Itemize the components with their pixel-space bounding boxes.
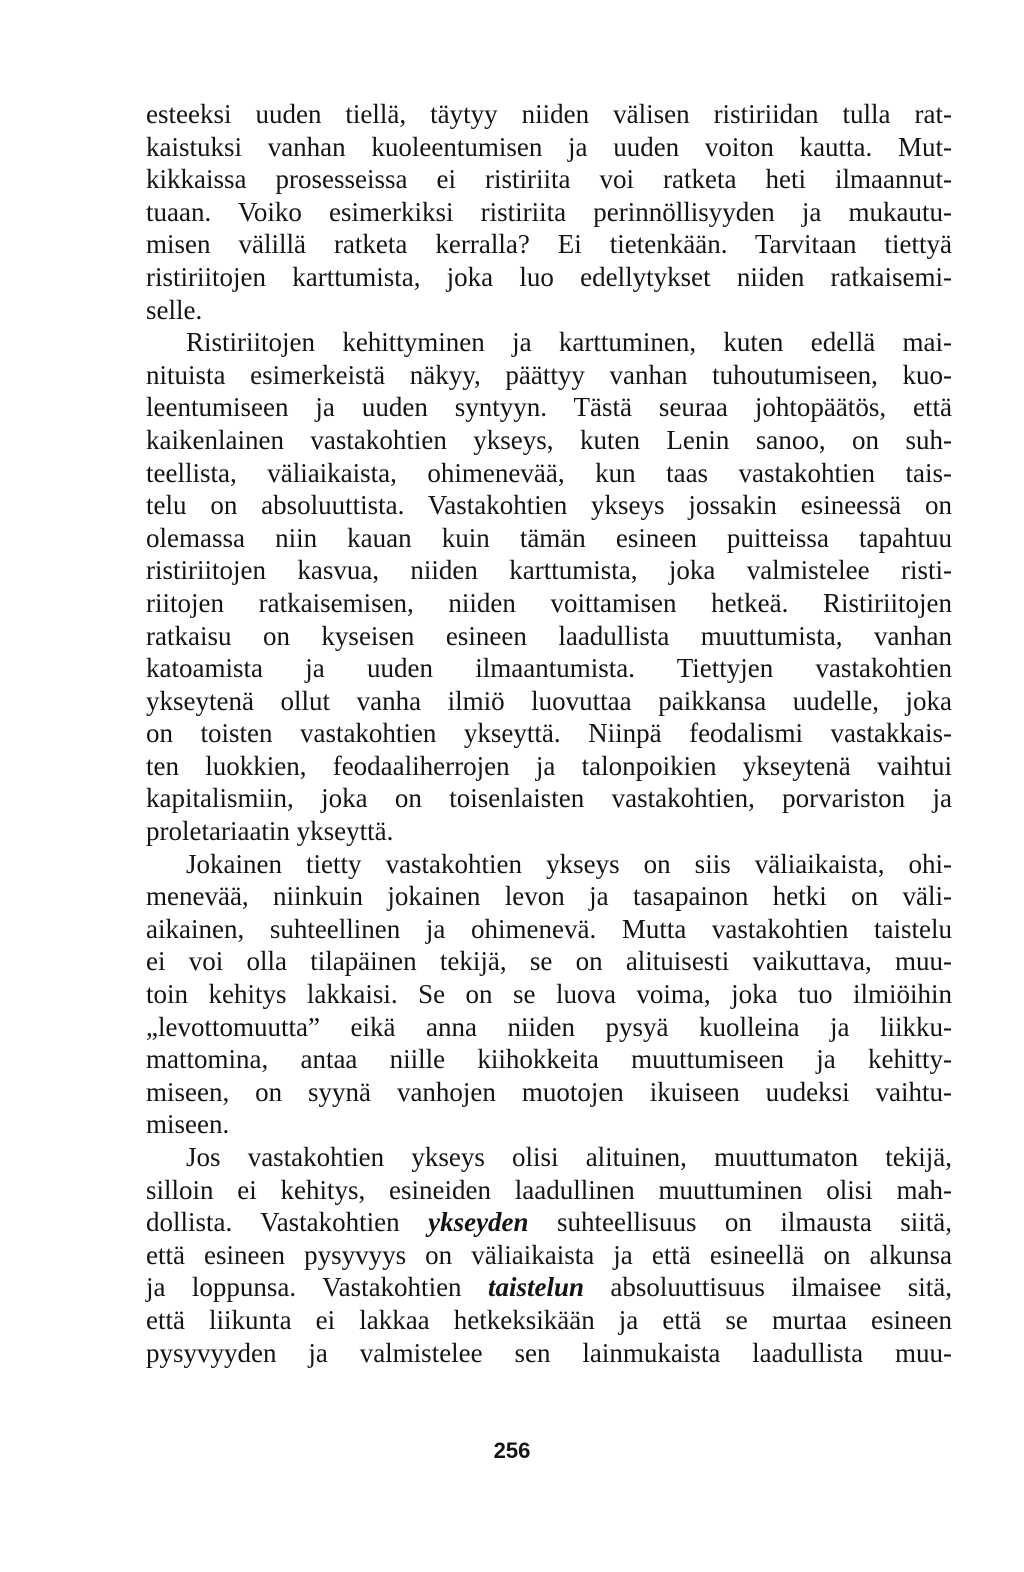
text-line: Ristiriitojen kehittyminen ja karttuminen, kuten edellä mai- bbox=[186, 327, 952, 358]
text-line: nituista esimerkeistä näkyy, päättyy vanhan tuhoutumiseen, kuo- bbox=[146, 359, 952, 390]
text-line: Jos vastakohtien ykseys olisi alituinen, muuttumaton tekijä, bbox=[186, 1142, 952, 1172]
text-line: menevää, niinkuin jokainen levon ja tasapainon hetki on väli- bbox=[146, 881, 952, 912]
paragraph-4 bbox=[146, 1141, 952, 1369]
text-line: kaistuksi vanhan kuoleentumisen ja uuden voiton kautta. Mut- bbox=[146, 131, 952, 162]
text-line: telu on absoluuttista. Vastakohtien ykseys jossakin esineessä on bbox=[146, 490, 952, 521]
text-line: „levottomuutta” eikä anna niiden pysyä kuolleina ja liikku- bbox=[146, 1011, 952, 1042]
text-line: ykseytenä ollut vanha ilmiö luovuttaa paikkansa uudelle, joka bbox=[146, 685, 952, 716]
text-line: miseen. bbox=[146, 1109, 230, 1140]
emphasized-word: ykseyden bbox=[428, 1207, 529, 1238]
text-line: kikkaissa prosesseissa ei ristiriita voi ratketa heti ilmaannut- bbox=[146, 164, 952, 195]
text-line: tuaan. Voiko esimerkiksi ristiriita perinnöllisyyden ja mukautu- bbox=[146, 196, 952, 227]
text-line: pysyvyyden ja valmistelee sen lainmukaista laadullista muu- bbox=[146, 1337, 952, 1368]
page-number: 256 bbox=[493, 1438, 531, 1463]
text-line: misen välillä ratketa kerralla? Ei tietenkään. Tarvitaan tiettyä bbox=[146, 229, 952, 260]
text-line: katoamista ja uuden ilmaantumista. Tiettyjen vastakohtien bbox=[146, 653, 952, 684]
text-line bbox=[146, 1271, 952, 1304]
text-line: ten luokkien, feodaaliherrojen ja talonpoikien ykseytenä vaihtui bbox=[146, 750, 952, 781]
text-segment: ja loppunsa. Vastakohtien bbox=[146, 1272, 488, 1303]
text-line: ristiriitojen kasvua, niiden karttumista, joka valmistelee risti- bbox=[146, 555, 952, 586]
emphasized-word: taistelun bbox=[487, 1272, 584, 1303]
text-line: miseen, on syynä vanhojen muotojen ikuiseen uudeksi vaihtu- bbox=[146, 1076, 952, 1107]
text-line: ratkaisu on kyseisen esineen laadullista muuttumista, vanhan bbox=[146, 620, 952, 651]
text-segment: suhteellisuus on ilmausta siitä, bbox=[528, 1207, 952, 1238]
paragraph-3 bbox=[146, 848, 952, 1141]
text-line: olemassa niin kauan kuin tämän esineen puitteissa tapahtuu bbox=[146, 522, 952, 553]
text-line: toin kehitys lakkaisi. Se on se luova voima, joka tuo ilmiöihin bbox=[146, 979, 952, 1010]
text-line: että esineen pysyvyys on väliaikaista ja että esineellä on alkunsa bbox=[146, 1239, 952, 1270]
text-line: kaikenlainen vastakohtien ykseys, kuten Lenin sanoo, on suh- bbox=[146, 424, 952, 455]
text-line: on toisten vastakohtien ykseyttä. Niinpä feodalismi vastakkais- bbox=[146, 718, 952, 749]
text-line: aikainen, suhteellinen ja ohimenevä. Mutta vastakohtien taistelu bbox=[146, 913, 952, 944]
text-segment: absoluuttisuus ilmaisee sitä, bbox=[584, 1272, 952, 1303]
text-line: silloin ei kehitys, esineiden laadullinen muuttuminen olisi mah- bbox=[146, 1174, 952, 1205]
text-line: proletariaatin ykseyttä. bbox=[146, 816, 394, 847]
text-line: ristiriitojen karttumista, joka luo edellytykset niiden ratkaisemi- bbox=[146, 261, 952, 292]
page-body bbox=[146, 98, 952, 1369]
text-line: leentumiseen ja uuden syntyyn. Tästä seuraa johtopäätös, että bbox=[146, 392, 952, 423]
text-line: teellista, väliaikaista, ohimenevää, kun taas vastakohtien tais- bbox=[146, 457, 952, 488]
text-line: selle. bbox=[146, 294, 203, 325]
text-line bbox=[146, 1206, 952, 1239]
text-line: kapitalismiin, joka on toisenlaisten vastakohtien, porvariston ja bbox=[146, 783, 952, 814]
text-line: ei voi olla tilapäinen tekijä, se on alituisesti vaikuttava, muu- bbox=[146, 946, 952, 977]
text-line: Jokainen tietty vastakohtien ykseys on siis väliaikaista, ohi- bbox=[186, 848, 952, 879]
text-line: riitojen ratkaisemisen, niiden voittamisen hetkeä. Ristiriitojen bbox=[146, 587, 952, 618]
text-line: mattomina, antaa niille kiihokkeita muuttumiseen ja kehitty- bbox=[146, 1044, 952, 1075]
text-line: että liikunta ei lakkaa hetkeksikään ja että se murtaa esineen bbox=[146, 1304, 952, 1335]
paragraph-1 bbox=[146, 98, 952, 326]
text-line: esteeksi uuden tiellä, täytyy niiden välisen ristiriidan tulla rat- bbox=[146, 99, 952, 129]
paragraph-2 bbox=[146, 326, 952, 848]
text-segment: dollista. Vastakohtien bbox=[146, 1207, 429, 1238]
